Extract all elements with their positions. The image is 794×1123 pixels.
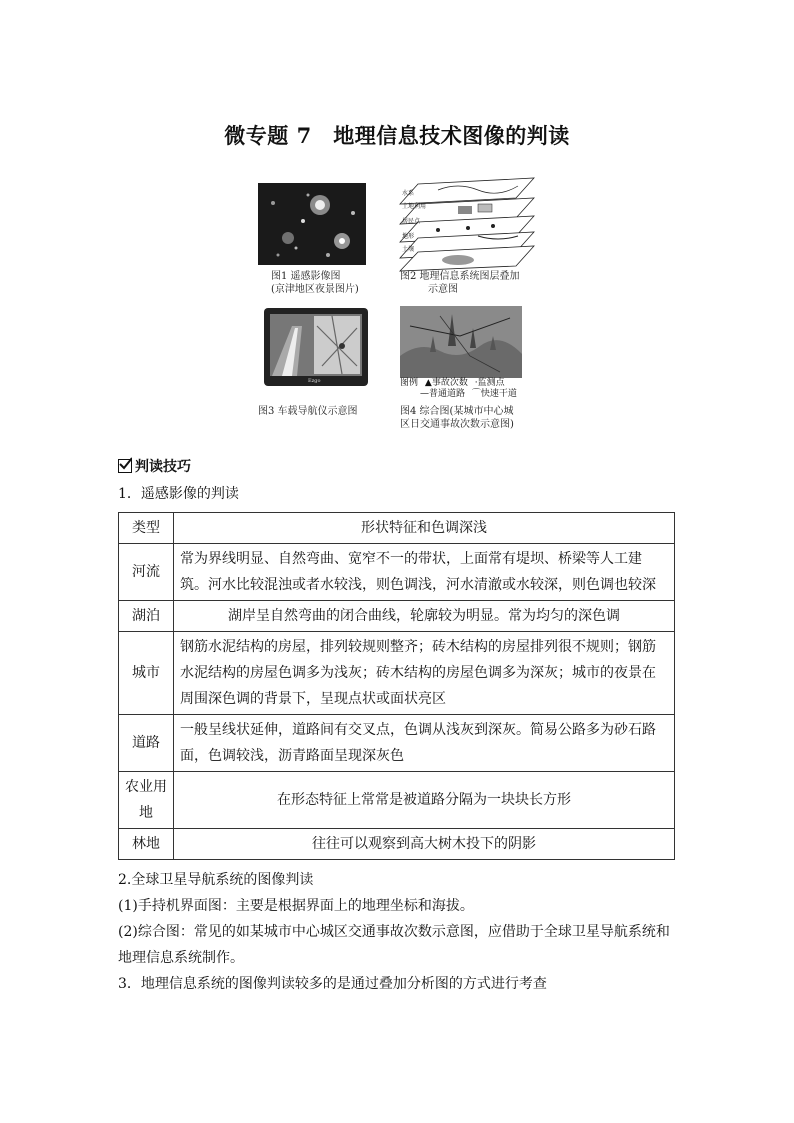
table-desc-cell: 钢筋水泥结构的房屋，排列较规则整齐；砖木结构的房屋排列很不规则；钢筋水泥结构的房屋色调多为浅灰；砖木结构的房屋色调多为深灰；城市的夜景在周围深色调的背景下，呈现点状或面状亮区 xyxy=(174,632,675,715)
legend-row xyxy=(400,389,522,400)
table-row xyxy=(119,715,675,772)
table-type-cell: 城市 xyxy=(119,632,174,715)
figure-4-composite-map xyxy=(400,306,522,378)
table-desc-cell: 常为界线明显、自然弯曲、宽窄不一的带状，上面常有堤坝、桥梁等人工建筑。河水比较混浊或者水较浅，则色调浅，河水清澈或水较深，则色调也较深 xyxy=(174,544,675,601)
table-header-row xyxy=(119,513,675,544)
item-1-heading: 1．遥感影像的判读 xyxy=(118,486,239,502)
layer-label: 土地利用 xyxy=(402,203,427,210)
table-desc-cell: 一般呈线状延伸，道路间有交叉点，色调从浅灰到深灰。简易公路多为砂石路面，色调较浅，沥青路面呈现深灰色 xyxy=(174,715,675,772)
table-header-cell: 形状特征和色调深浅 xyxy=(174,513,675,544)
page-title: 微专题 7 地理信息技术图像的判读 xyxy=(224,123,570,148)
table-type-cell: 道路 xyxy=(119,715,174,772)
table-type-cell: 农业用地 xyxy=(119,772,174,829)
layer-label: 土壤 xyxy=(402,246,415,253)
table-type-cell: 河流 xyxy=(119,544,174,601)
night-lights-image xyxy=(258,183,366,265)
terrain-3d-image xyxy=(400,306,522,378)
table-header-cell: 类型 xyxy=(119,513,174,544)
figure-1-remote-sensing-image xyxy=(258,183,366,265)
legend-item: ▲事故次数 xyxy=(424,378,468,388)
caption-line: 区日交通事故次数示意图) xyxy=(400,419,514,430)
figure-3-caption: 图3 车载导航仪示意图 xyxy=(258,406,358,417)
caption-line: 图4 综合图(某城市中心城 xyxy=(400,406,514,417)
legend-item: ·监测点 xyxy=(474,378,505,388)
layer-label: 水系 xyxy=(402,190,415,197)
section-heading-text: 判读技巧 xyxy=(135,459,191,475)
legend-item: ⌒快速干道 xyxy=(471,389,517,399)
layer-label: 居民点 xyxy=(402,218,421,225)
table-row xyxy=(119,544,675,601)
figure-2-gis-layers xyxy=(398,176,536,272)
item-2-heading: 2.全球卫星导航系统的图像判读 xyxy=(118,872,314,888)
caption-line: 示意图 xyxy=(428,284,458,295)
figure-2-caption xyxy=(400,270,520,296)
table-desc-cell: 往往可以观察到高大树木投下的阴影 xyxy=(174,829,675,860)
table-row xyxy=(119,632,675,715)
remote-sensing-table xyxy=(118,512,675,860)
table-desc-cell: 湖岸呈自然弯曲的闭合曲线，轮廓较为明显。常为均匀的深色调 xyxy=(174,601,675,632)
figure-3-navigation-device xyxy=(262,306,370,388)
table-row xyxy=(119,601,675,632)
device-brand: Ezgo xyxy=(308,378,321,384)
layer-labels xyxy=(402,184,426,259)
layer-label: 地形 xyxy=(402,233,415,240)
figure-1-caption xyxy=(271,270,359,296)
figure-4-caption xyxy=(400,405,514,431)
item-3: 3．地理信息系统的图像判读较多的是通过叠加分析图的方式进行考查 xyxy=(118,976,547,992)
figure-4-legend xyxy=(400,378,522,400)
table-desc-cell: 在形态特征上常常是被道路分隔为一块块长方形 xyxy=(174,772,675,829)
legend-title: 图例 xyxy=(400,378,419,388)
caption-line: 图2 地理信息系统图层叠加 xyxy=(400,271,520,282)
caption-line: (京津地区夜景图片) xyxy=(271,284,359,295)
legend-item: —普通道路 xyxy=(420,389,466,399)
item-2-1: (1)手持机界面图：主要是根据界面上的地理坐标和海拔。 xyxy=(118,898,474,914)
section-heading xyxy=(118,456,191,476)
table-row xyxy=(119,829,675,860)
check-icon xyxy=(118,459,132,473)
gps-device-image xyxy=(262,306,370,388)
item-2-2: (2)综合图：常见的如某城市中心城区交通事故次数示意图，应借助于全球卫星导航系统和地理信息系统制作。 xyxy=(118,924,670,966)
caption-line: 图1 遥感影像图 xyxy=(271,271,341,282)
table-type-cell: 湖泊 xyxy=(119,601,174,632)
table-type-cell: 林地 xyxy=(119,829,174,860)
table-row xyxy=(119,772,675,829)
